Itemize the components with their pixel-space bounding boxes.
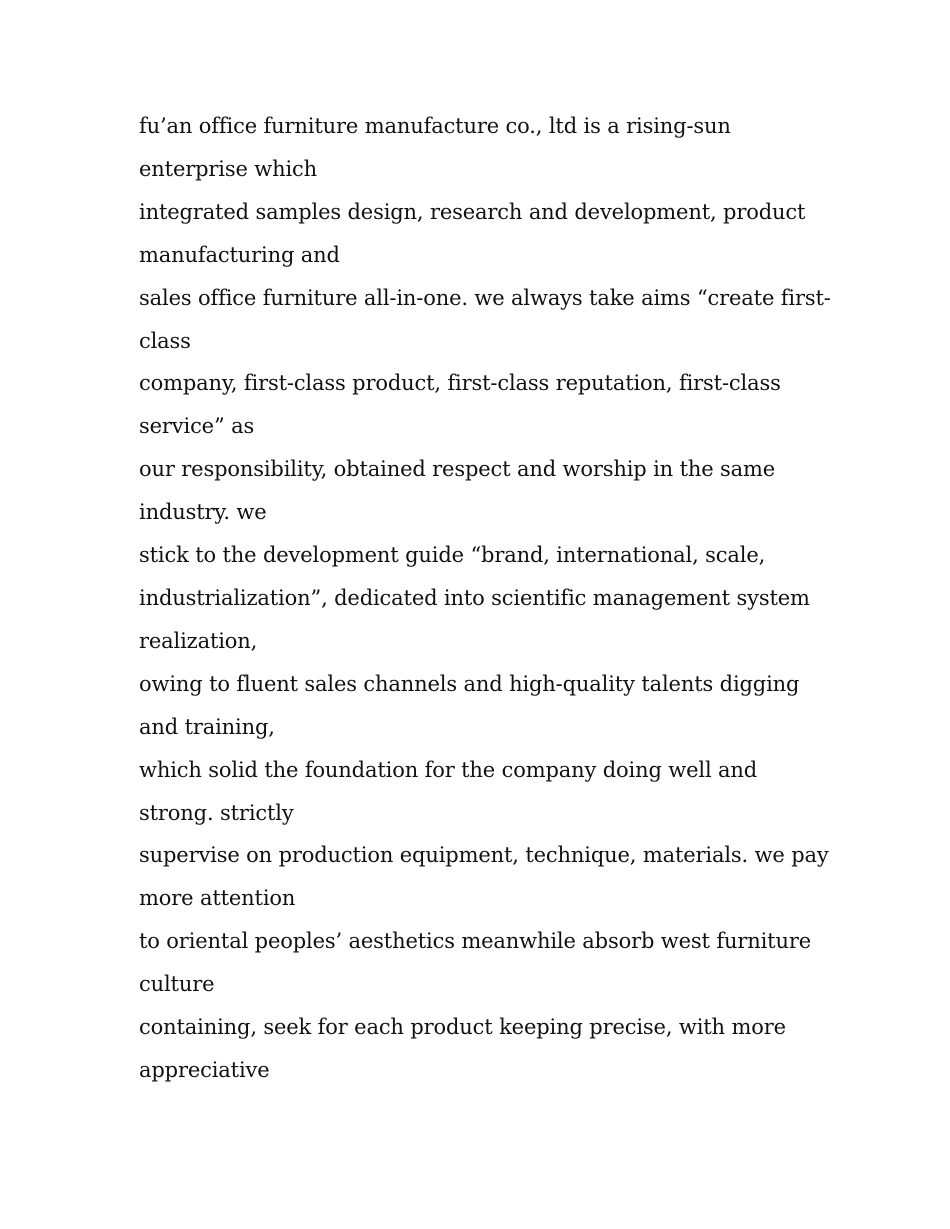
text-line: which solid the foundation for the company doing well and xyxy=(139,757,758,782)
text-line: sales office furniture all-in-one. we always take aims “create first- xyxy=(139,285,831,310)
text-line: company, first-class product, first-class reputation, first-class xyxy=(139,371,781,396)
text-line: integrated samples design, research and development, product xyxy=(139,199,806,224)
text-line: industrialization”, dedicated into scientific management system xyxy=(139,585,810,610)
text-line: enterprise which xyxy=(139,156,318,181)
text-line: fu’an office furniture manufacture co., ltd is a rising-sun xyxy=(139,114,731,138)
text-line: to oriental peoples’ aesthetics meanwhile absorb west furniture xyxy=(139,929,811,954)
text-line: manufacturing and xyxy=(139,242,340,267)
text-line: service” as xyxy=(139,414,255,439)
text-line: realization, xyxy=(139,628,258,653)
text-line: industry. we xyxy=(139,500,267,525)
text-line: class xyxy=(139,328,191,353)
text-line: our responsibility, obtained respect and worship in the same xyxy=(139,457,776,482)
text-line: and training, xyxy=(139,714,275,739)
text-line: appreciative xyxy=(139,1057,270,1082)
text-line: culture xyxy=(139,972,215,997)
text-line: owing to fluent sales channels and high-quality talents digging xyxy=(139,671,800,696)
text-line: strong. strictly xyxy=(139,800,294,825)
text-line: stick to the development guide “brand, international, scale, xyxy=(139,543,766,568)
body-text xyxy=(139,105,831,1092)
text-line: more attention xyxy=(139,886,296,911)
text-line: supervise on production equipment, technique, materials. we pay xyxy=(139,843,829,868)
text-line: containing, seek for each product keeping precise, with more xyxy=(139,1015,786,1040)
